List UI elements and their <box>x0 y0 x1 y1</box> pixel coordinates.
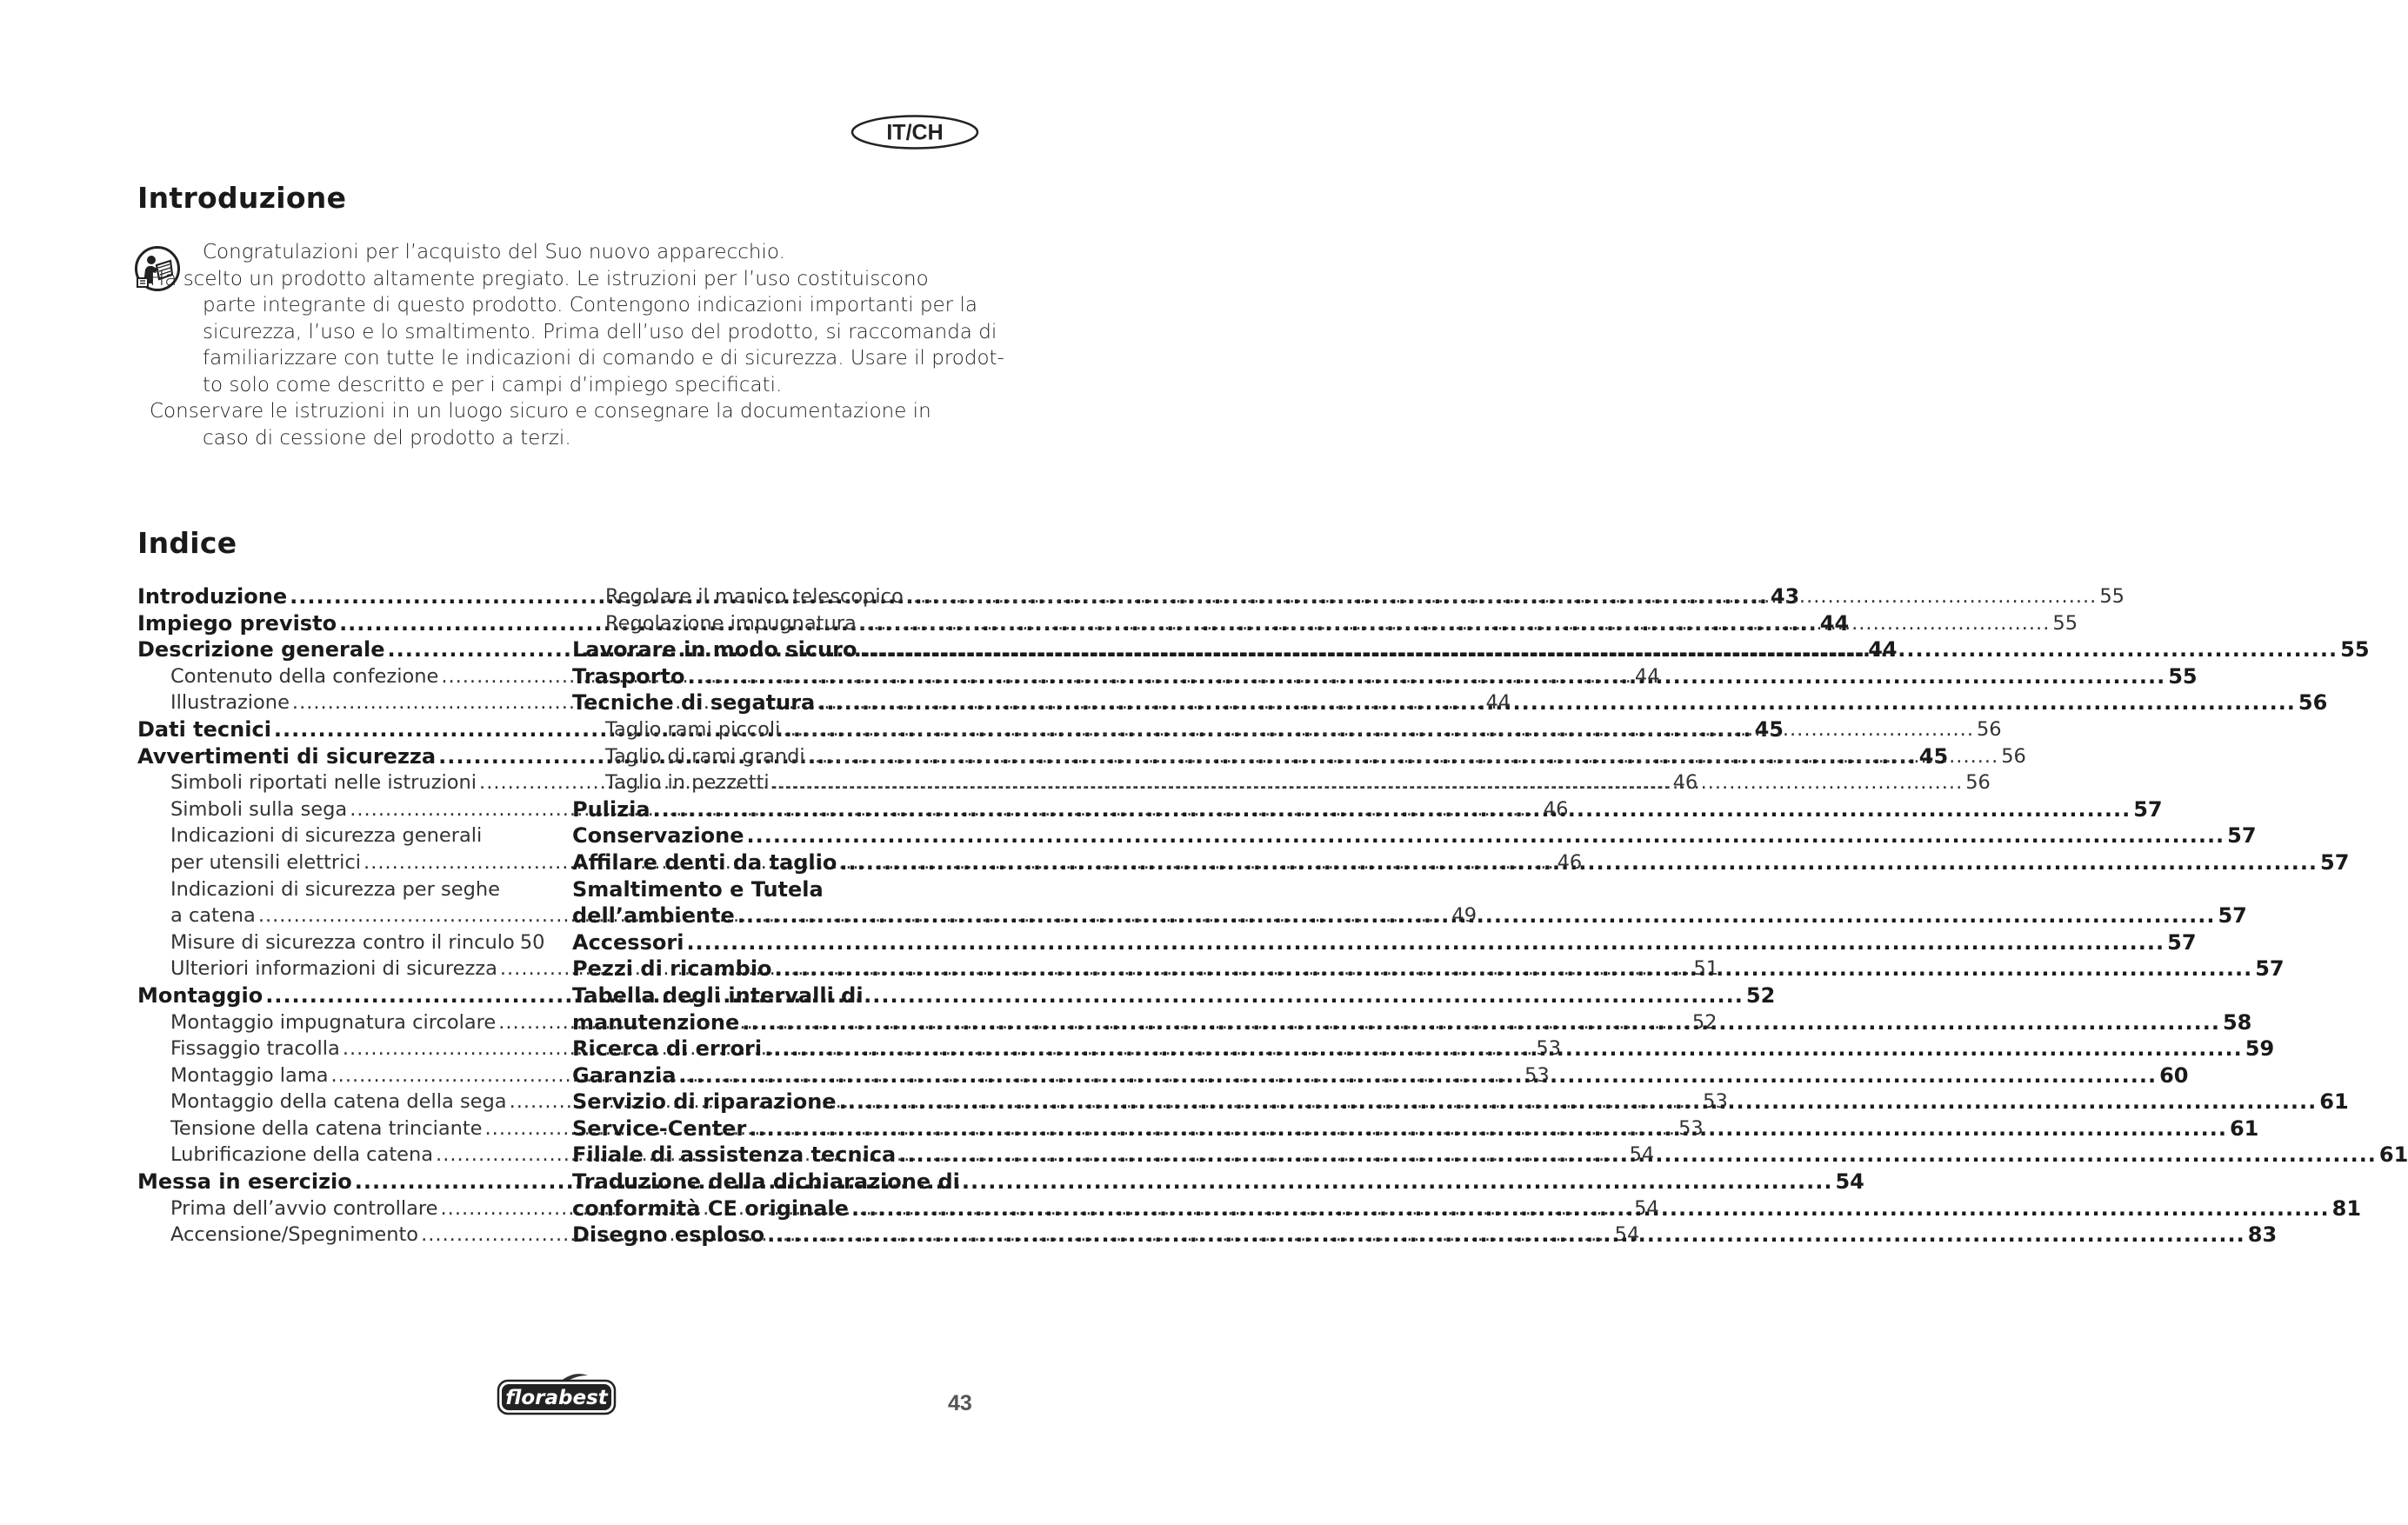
toc-page: 61 <box>2378 1142 2408 1168</box>
toc-title: Smaltimento e Tutela <box>572 876 824 902</box>
toc-page: 46 <box>1557 850 1583 874</box>
toc-entry[interactable] <box>137 876 539 903</box>
toc-page: 44 <box>1868 637 1898 663</box>
toc-title: Prima dell’avvio controllare <box>170 1196 438 1220</box>
toc-title: Garanzia <box>572 1062 677 1088</box>
toc-page: 57 <box>2320 849 2350 875</box>
toc-page: 44 <box>1634 664 1660 688</box>
toc-page: 43 <box>1770 584 1800 609</box>
toc-title: Contenuto della confezione <box>170 664 439 688</box>
toc-title: Lavorare in modo sicuro <box>572 637 857 663</box>
toc-title: conformità CE originale <box>572 1195 849 1221</box>
language-badge <box>850 114 980 150</box>
toc-title: Tecniche di segatura <box>572 690 816 716</box>
introduction-heading: Introduzione <box>137 181 347 215</box>
intro-line: caso di cessione del prodotto a terzi. <box>203 426 571 450</box>
toc-page: 45 <box>1918 743 1949 769</box>
toc-title: Introduzione <box>137 584 288 609</box>
toc-title: Filiale di assistenza tecnica <box>572 1142 897 1168</box>
toc-title: Montaggio impugnatura circolare <box>170 1010 497 1034</box>
toc-title: Taglio rami piccoli <box>605 717 781 741</box>
toc-page: 53 <box>1536 1037 1562 1061</box>
toc-entry[interactable] <box>137 822 539 849</box>
toc-page: 61 <box>2319 1089 2349 1115</box>
toc-page: 46 <box>1543 797 1569 821</box>
toc-title: Ricerca di errori <box>572 1036 763 1062</box>
toc-title: Illustrazione <box>170 691 290 715</box>
intro-line: to solo come descritto e per i campi d’impiego specificati. <box>203 373 783 396</box>
toc-page: 54 <box>1835 1169 1864 1195</box>
toc-entry[interactable] <box>572 982 977 1009</box>
toc-title: Fissaggio tracolla <box>170 1037 340 1061</box>
toc-page: 52 <box>1691 1010 1718 1034</box>
toc-title: Accensione/Spegnimento <box>170 1223 419 1247</box>
toc-title: Avvertimenti di sicurezza <box>137 743 437 769</box>
toc-title: Montaggio <box>137 982 263 1008</box>
toc-title: Simboli riportati nelle istruzioni <box>170 771 477 795</box>
language-badge-label: IT/CH <box>886 120 944 145</box>
toc-page: 50 <box>519 930 545 954</box>
toc-title: a catena <box>170 904 256 928</box>
toc-entry[interactable] <box>572 1169 977 1195</box>
toc-page: 55 <box>2099 585 2125 608</box>
toc-title: Indicazioni di sicurezza generali <box>170 824 483 848</box>
toc-title: Taglio in pezzetti <box>605 771 770 795</box>
toc-title: manutenzione <box>572 1009 740 1035</box>
toc-entry[interactable] <box>572 876 977 903</box>
toc-title: Simboli sulla sega <box>170 797 348 821</box>
toc-title: per utensili elettrici <box>170 850 362 874</box>
florabest-logo <box>496 1370 617 1415</box>
toc-title: Montaggio della catena della sega <box>170 1090 507 1114</box>
toc-title: Regolare il manico telescopico <box>605 585 904 608</box>
toc-title: Tabella degli intervalli di <box>572 982 864 1008</box>
toc-entry[interactable] <box>137 929 545 956</box>
toc-page: 53 <box>1703 1090 1728 1114</box>
toc-title: Ulteriori informazioni di sicurezza <box>170 957 497 981</box>
toc-page: 54 <box>1634 1196 1659 1220</box>
toc-page: 61 <box>2229 1115 2259 1141</box>
toc-page: 60 <box>2159 1062 2189 1088</box>
toc-title: Descrizione generale <box>137 637 385 663</box>
intro-line: familiarizzare con tutte le indicazioni di comando e di sicurezza. Usare il prodot- <box>203 347 1004 370</box>
toc-page: 56 <box>1965 771 1991 795</box>
toc-title: Accessori <box>572 929 684 955</box>
toc-title: Conservazione <box>572 823 744 849</box>
toc-title: Servizio di riparazione <box>572 1089 837 1115</box>
intro-line: Congratulazioni per l’acquisto del Suo nuovo apparecchio. <box>203 241 785 263</box>
intro-line: Conservare le istruzioni in un luogo sicuro e consegnare la documentazione in <box>150 400 931 423</box>
index-heading: Indice <box>137 526 237 560</box>
toc-title: Indicazioni di sicurezza per seghe <box>170 877 501 901</box>
toc-title: Trasporto <box>572 663 685 689</box>
toc-title: Taglio di rami grandi <box>605 744 805 768</box>
toc-page: 57 <box>2133 796 2163 822</box>
brand-name: florabest <box>505 1387 608 1409</box>
toc-page: 56 <box>2001 744 2026 768</box>
toc-title: Impiego previsto <box>137 610 337 636</box>
toc-title: Tensione della catena trinciante <box>170 1116 483 1140</box>
toc-page: 57 <box>2227 823 2257 849</box>
toc-title: Service-Center <box>572 1115 747 1141</box>
toc-entry[interactable] <box>572 929 2197 956</box>
toc-page: 83 <box>2247 1222 2278 1248</box>
toc-page: 56 <box>1976 717 2002 741</box>
toc-entry[interactable] <box>572 822 2257 849</box>
toc-page: 57 <box>2218 903 2247 929</box>
toc-title: Pezzi di ricambio <box>572 956 772 982</box>
toc-page: 54 <box>1614 1223 1640 1247</box>
toc-page: 51 <box>1693 957 1719 981</box>
toc-page: 53 <box>1678 1116 1704 1140</box>
toc-page: 81 <box>2331 1195 2362 1221</box>
toc-page: 52 <box>1745 982 1776 1008</box>
toc-title: dell’ambiente <box>572 903 735 929</box>
intro-line: sicurezza, l’uso e lo smaltimento. Prima dell’uso del prodotto, si raccomanda di <box>203 320 997 343</box>
toc-page: 55 <box>2052 611 2078 635</box>
toc-page: 49 <box>1451 904 1477 928</box>
toc-page: 46 <box>1672 771 1698 795</box>
toc-title: Montaggio lama <box>170 1063 329 1087</box>
intro-line: parte integrante di questo prodotto. Contengono indicazioni importanti per la <box>203 294 977 316</box>
toc-page: 54 <box>1629 1143 1655 1167</box>
toc-page: 57 <box>2167 929 2197 955</box>
toc-title: Regolazione impugnatura <box>605 611 857 635</box>
toc-page: 57 <box>2255 956 2285 982</box>
toc-page: 56 <box>2298 690 2328 716</box>
toc-title: Dati tecnici <box>137 716 271 742</box>
language-badge-icon <box>850 114 980 150</box>
toc-page: 55 <box>2168 663 2198 689</box>
toc-page: 45 <box>1754 716 1784 742</box>
toc-page: 44 <box>1819 610 1850 636</box>
toc-title: Affilare denti da taglio <box>572 849 837 875</box>
toc-page: 44 <box>1485 691 1511 715</box>
toc-title: Disegno esploso <box>572 1222 765 1248</box>
toc-title: Misure di sicurezza contro il rinculo <box>170 930 515 954</box>
toc-page: 55 <box>2340 637 2370 663</box>
toc-title: Traduzione della dichiarazione di <box>572 1169 960 1195</box>
toc-title: Pulizia <box>572 796 650 822</box>
intro-line: Ha scelto un prodotto altamente pregiato. Le istruzioni per l’uso costituiscono <box>150 267 929 290</box>
toc-page: 53 <box>1524 1063 1550 1087</box>
page-number: 43 <box>948 1391 972 1415</box>
toc-title: Lubrificazione della catena <box>170 1143 434 1167</box>
toc-page: 58 <box>2222 1009 2252 1035</box>
toc-page: 59 <box>2245 1036 2275 1062</box>
toc-title: Messa in esercizio <box>137 1169 352 1195</box>
